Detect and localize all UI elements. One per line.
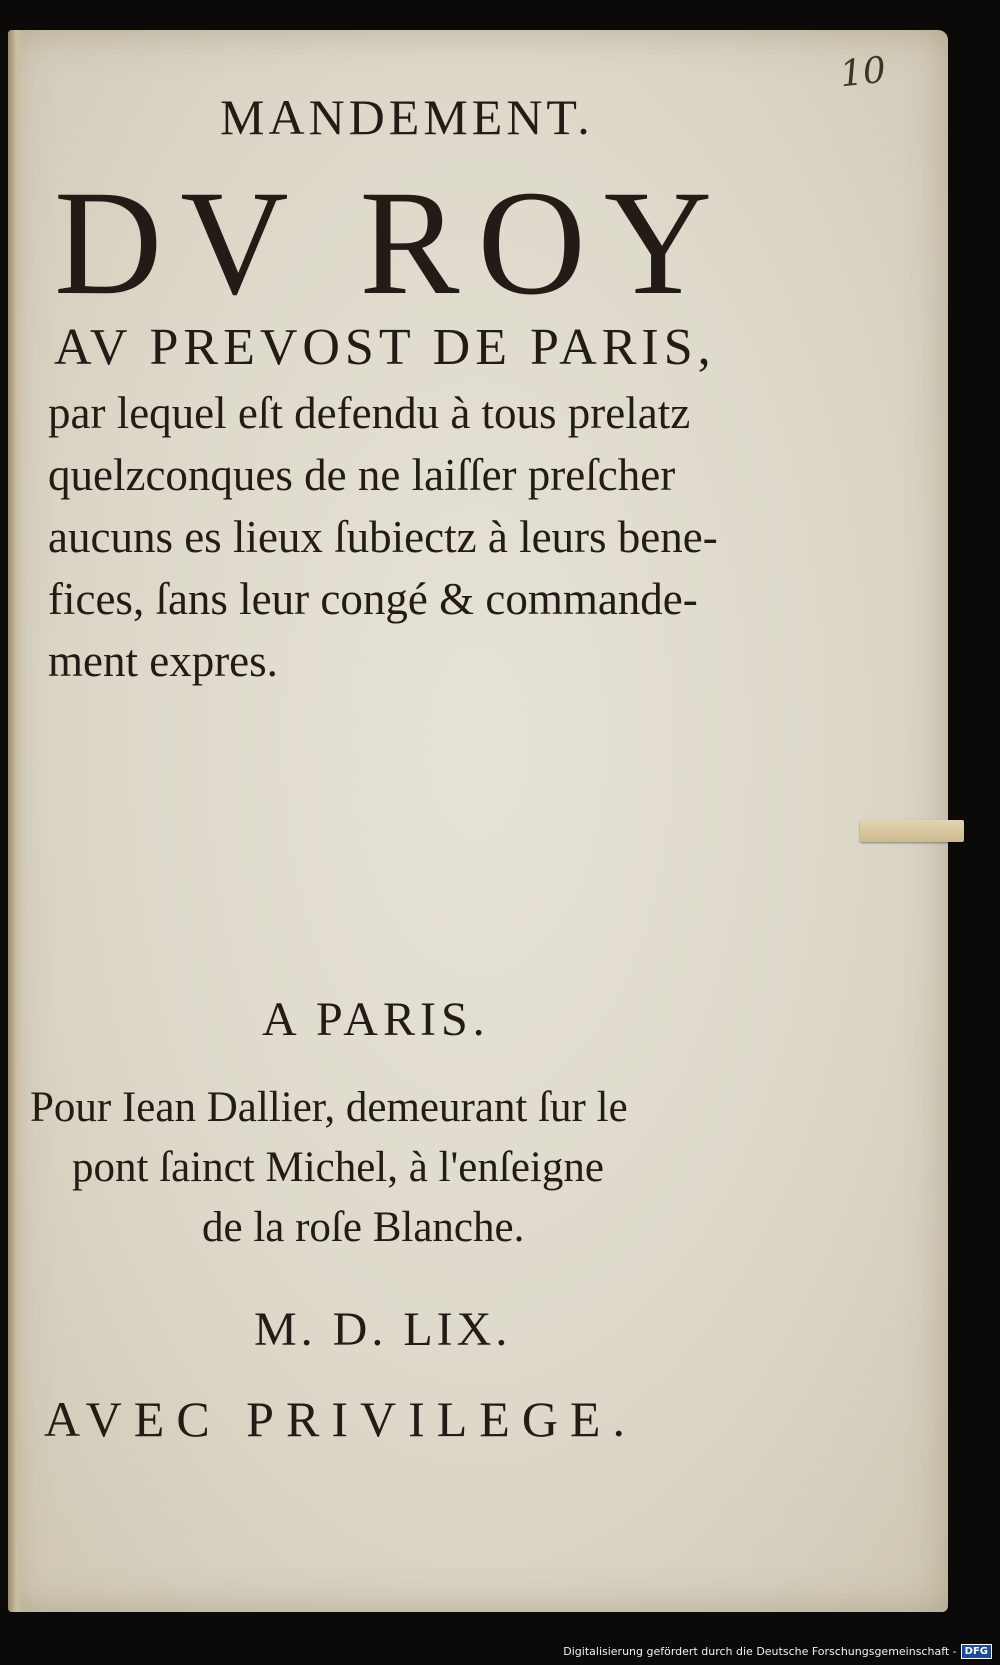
imprint-line: pont ſainct Michel, à l'enſeigne [72,1144,604,1191]
title-description [48,382,808,692]
description-line: quelzconques de ne laiſſer preſcher [48,450,676,500]
title-du-roy: DV ROY [54,160,731,326]
description-line: fices, ſans leur congé & commande- [48,574,698,624]
title-mandement: MANDEMENT. [220,89,594,145]
privilege-statement: AVEC PRIVILEGE. [44,1391,637,1447]
description-line: par lequel eſt defendu à tous prelatz [48,388,691,438]
dfg-logo-icon: DFG [961,1644,992,1659]
digitization-credit [563,1644,992,1659]
description-line: aucuns es lieux ſubiectz à leurs bene- [48,512,718,562]
imprint-line: de la roſe Blanche. [202,1204,525,1251]
description-line: ment expres. [48,636,278,686]
credit-text: Digitalisierung gefördert durch die Deutsche Forschungsgemeinschaft - [563,1645,957,1658]
imprint-date: M. D. LIX. [254,1303,512,1356]
imprint-printer [30,1078,790,1258]
title-prevost-de-paris: AV PREVOST DE PARIS, [54,319,716,376]
imprint-place: A PARIS. [262,993,490,1046]
page-binding-edge [8,30,22,1612]
imprint-line: Pour Iean Dallier, demeurant ſur le [30,1084,628,1131]
paper-tab-marker [860,820,964,842]
folio-number: 10 [837,49,888,96]
